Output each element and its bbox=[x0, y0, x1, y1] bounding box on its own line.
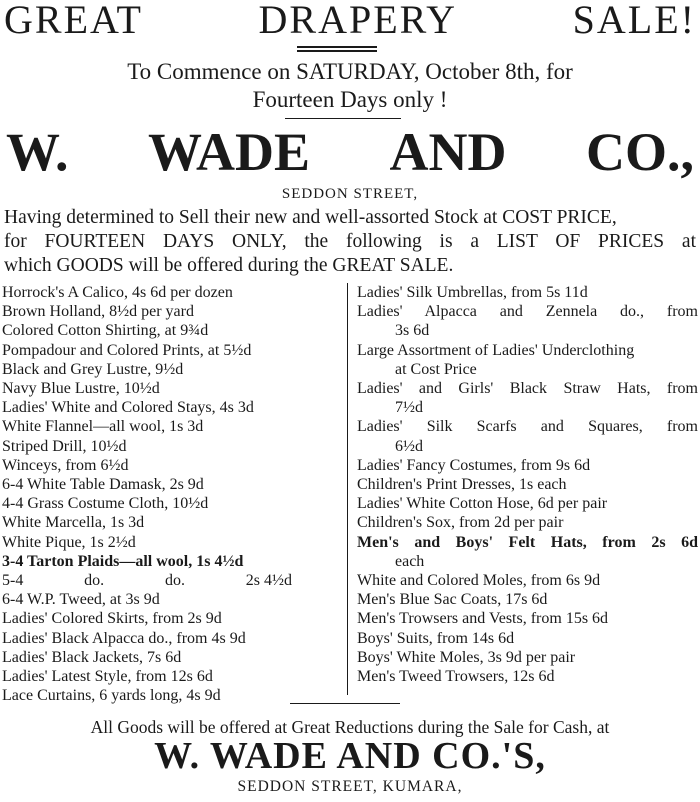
ditto-size: 5-4 bbox=[2, 572, 24, 590]
list-item: Men's Tweed Trowsers, 12s 6d bbox=[357, 668, 555, 686]
headline-word: SALE! bbox=[572, 0, 696, 42]
closing-line: All Goods will be offered at Great Reductions during the Sale for Cash, at bbox=[90, 717, 610, 737]
list-item: Boys' Suits, from 14s 6d bbox=[357, 629, 515, 647]
firm-name bbox=[0, 122, 700, 182]
list-item: Ladies' Black Jackets, 7s 6d bbox=[2, 648, 182, 666]
headline-word: GREAT bbox=[4, 0, 143, 42]
divider-rule bbox=[290, 703, 400, 704]
firm-word: W. bbox=[6, 122, 69, 182]
list-item-continuation: 6½d bbox=[395, 437, 423, 455]
list-item: Winceys, from 6½d bbox=[2, 456, 129, 474]
list-item: Men's Trowsers and Vests, from 15s 6d bbox=[357, 610, 609, 628]
closing-address: SEDDON STREET, KUMARA, bbox=[237, 778, 463, 795]
intro-paragraph-line-2: for FOURTEEN DAYS ONLY, the following is a LIST OF PRICES at bbox=[4, 231, 696, 252]
list-item: White Flannel—all wool, 1s 3d bbox=[2, 418, 204, 436]
firm-word: CO., bbox=[585, 122, 694, 182]
list-item: Ladies' Black Alpacca do., from 4s 9d bbox=[2, 629, 246, 647]
list-item: Pompadour and Colored Prints, at 5½d bbox=[2, 341, 252, 359]
intro-paragraph-line-3: which GOODS will be offered during the GREAT SALE. bbox=[4, 255, 454, 276]
headline-word: DRAPERY bbox=[258, 0, 458, 42]
list-item: Boys' White Moles, 3s 9d per pair bbox=[357, 648, 576, 666]
closing-firm-name: W. WADE AND CO.'S, bbox=[154, 735, 546, 777]
list-item: Ladies' Fancy Costumes, from 9s 6d bbox=[357, 456, 591, 474]
paragraph-text: Having determined to Sell their new and well-assorted Stock at COST PRICE, bbox=[4, 207, 617, 228]
list-item: 3-4 Tarton Plaids—all wool, 1s 4½d bbox=[2, 552, 244, 570]
divider-rule bbox=[297, 50, 377, 52]
list-item: Horrock's A Calico, 4s 6d per dozen bbox=[2, 284, 233, 301]
list-item: Men's and Boys' Felt Hats, from 2s 6d bbox=[357, 533, 698, 551]
list-item: Ladies' Alpacca and Zennela do., from bbox=[357, 303, 698, 321]
divider-rule bbox=[285, 118, 401, 119]
list-item: Black and Grey Lustre, 9½d bbox=[2, 360, 184, 378]
list-item: Ladies' Silk Scarfs and Squares, from bbox=[357, 418, 698, 436]
list-item: White Marcella, 1s 3d bbox=[2, 514, 145, 532]
list-item: Striped Drill, 10½d bbox=[2, 437, 127, 455]
street-line: SEDDON STREET, bbox=[281, 186, 419, 202]
price-list-right bbox=[357, 283, 698, 686]
list-item: Lace Curtains, 6 yards long, 4s 9d bbox=[2, 687, 221, 705]
divider-rule bbox=[297, 46, 377, 48]
list-item: Children's Print Dresses, 1s each bbox=[357, 476, 567, 494]
list-item: 6-4 White Table Damask, 2s 9d bbox=[2, 476, 204, 494]
headline bbox=[0, 0, 700, 40]
list-item: Large Assortment of Ladies' Underclothing bbox=[357, 341, 635, 359]
list-item: Brown Holland, 8½d per yard bbox=[2, 303, 194, 321]
price-list-left bbox=[2, 283, 342, 705]
list-item-continuation: each bbox=[395, 552, 425, 570]
list-item-ditto bbox=[2, 571, 292, 590]
list-item: Ladies' Colored Skirts, from 2s 9d bbox=[2, 610, 222, 628]
intro-line-2: Fourteen Days only ! bbox=[252, 87, 448, 112]
list-item: Ladies' Latest Style, from 12s 6d bbox=[2, 668, 213, 686]
column-divider bbox=[347, 283, 348, 695]
list-item: White and Colored Moles, from 6s 9d bbox=[357, 572, 601, 590]
intro-paragraph-line-1 bbox=[4, 206, 696, 230]
firm-word: WADE bbox=[148, 122, 311, 182]
ditto-mark: do. bbox=[164, 572, 185, 590]
list-item: 6-4 W.P. Tweed, at 3s 9d bbox=[2, 591, 160, 609]
list-item: Children's Sox, from 2d per pair bbox=[357, 514, 564, 532]
list-item: White Pique, 1s 2½d bbox=[2, 533, 136, 551]
list-item: Navy Blue Lustre, 10½d bbox=[2, 380, 160, 398]
list-item-continuation: 3s 6d bbox=[395, 322, 430, 340]
list-item: Ladies' White and Colored Stays, 4s 3d bbox=[2, 399, 254, 417]
list-item-continuation: at Cost Price bbox=[395, 360, 477, 378]
list-item: Ladies' and Girls' Black Straw Hats, from bbox=[357, 380, 698, 398]
list-item: Men's Blue Sac Coats, 17s 6d bbox=[357, 591, 548, 609]
ditto-mark: do. bbox=[84, 572, 105, 590]
list-item: Colored Cotton Shirting, at 9¾d bbox=[2, 322, 209, 340]
ditto-price: 2s 4½d bbox=[245, 572, 292, 590]
list-item: Ladies' White Cotton Hose, 6d per pair bbox=[357, 495, 608, 513]
list-item: 4-4 Grass Costume Cloth, 10½d bbox=[2, 495, 209, 513]
list-item: Ladies' Silk Umbrellas, from 5s 11d bbox=[357, 284, 588, 301]
intro-line-1: To Commence on SATURDAY, October 8th, for bbox=[127, 59, 573, 84]
firm-word: AND bbox=[389, 122, 507, 182]
list-item-continuation: 7½d bbox=[395, 399, 423, 417]
